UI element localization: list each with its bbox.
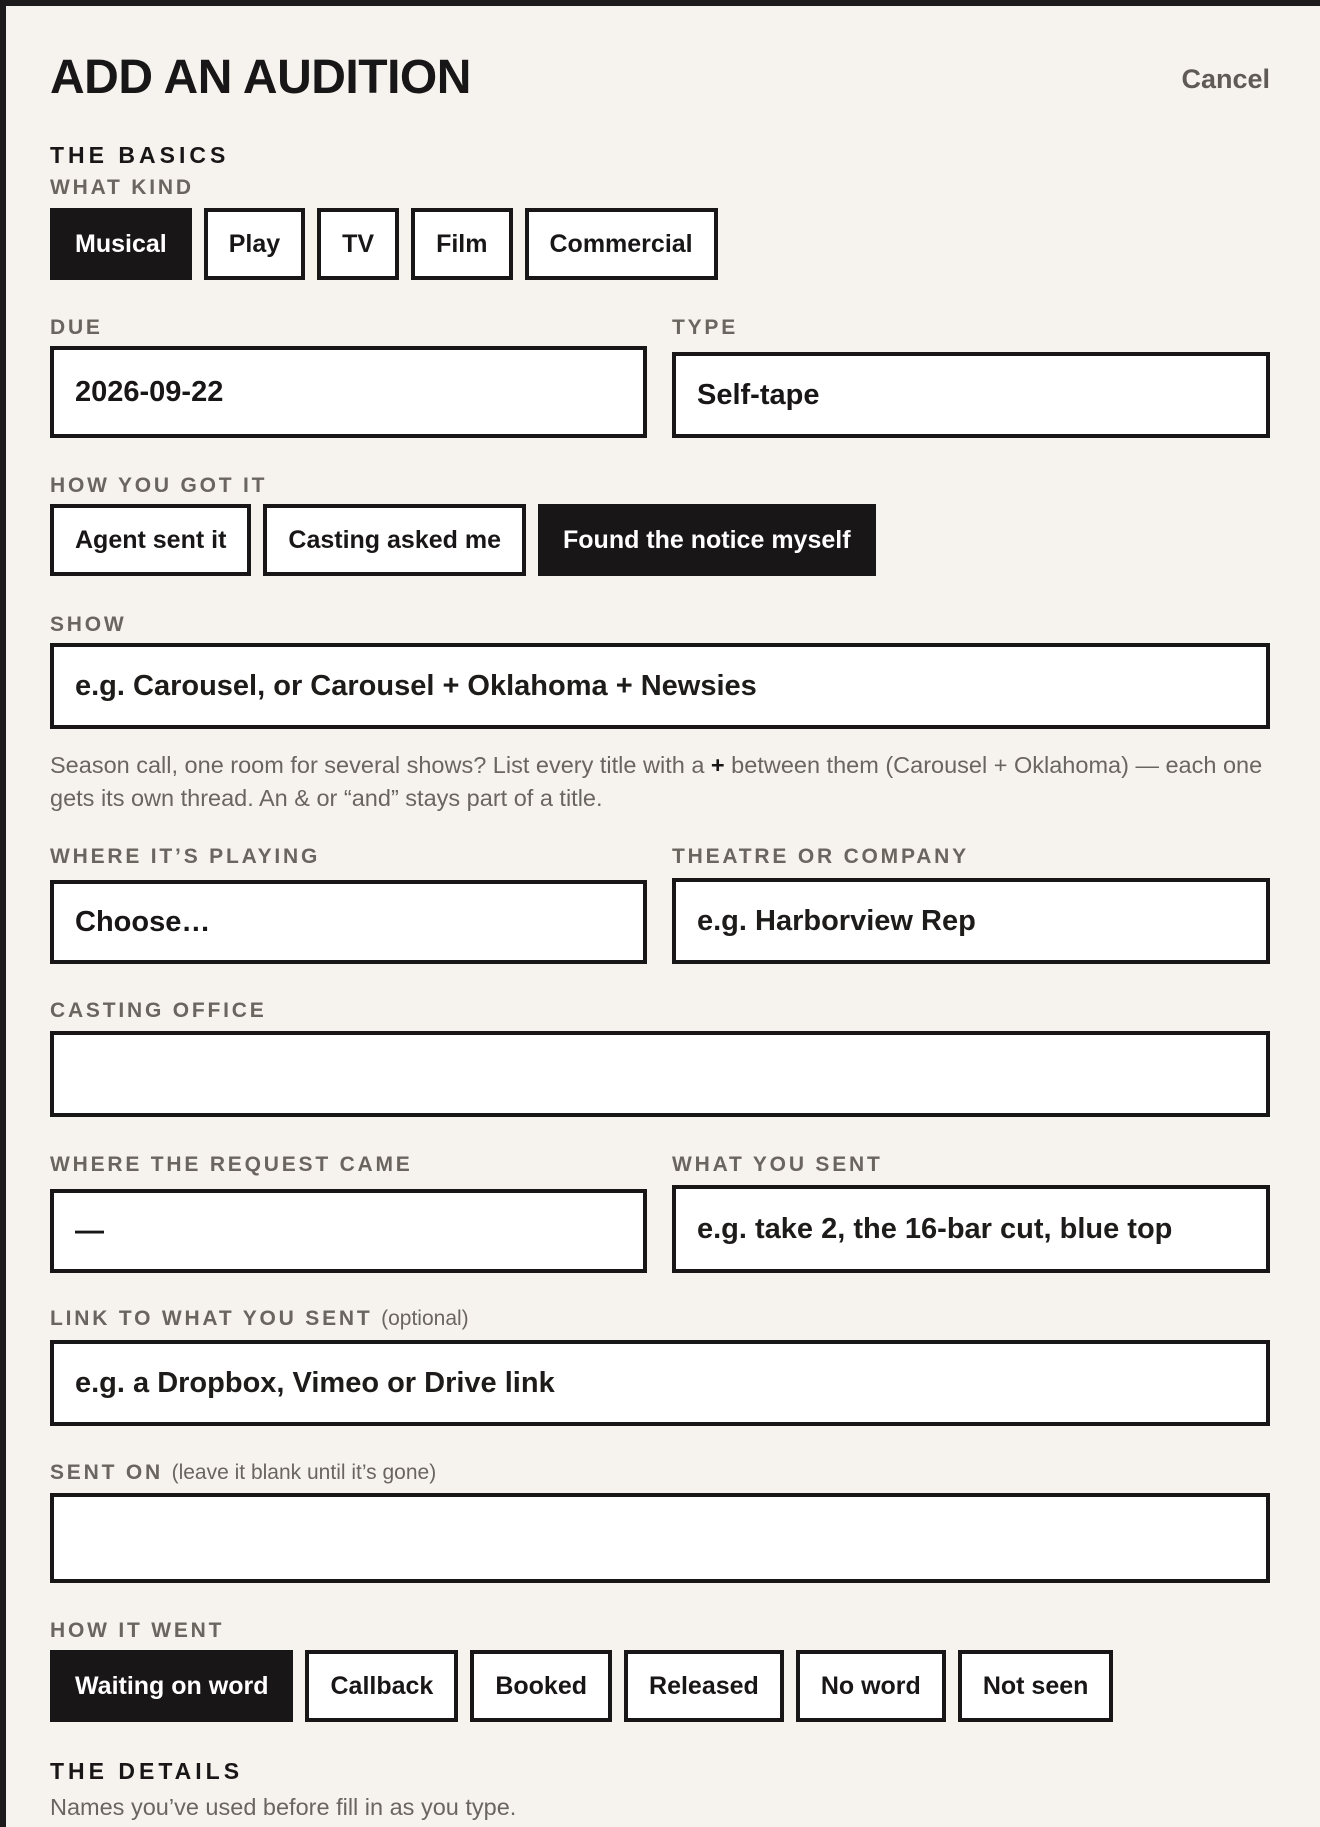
section-title-basics: THE BASICS xyxy=(50,142,230,168)
status-chip-released[interactable]: Released xyxy=(624,1650,784,1722)
status-chip-not-seen[interactable]: Not seen xyxy=(958,1650,1114,1722)
source-chip-found-myself[interactable]: Found the notice myself xyxy=(538,504,876,576)
what-kind-chips xyxy=(50,208,718,280)
casting-office-input[interactable] xyxy=(50,1031,1270,1117)
show-label: SHOW xyxy=(50,613,127,636)
casting-office-label: CASTING OFFICE xyxy=(50,999,267,1022)
theatre-input[interactable]: e.g. Harborview Rep xyxy=(672,878,1270,964)
where-playing-label: WHERE IT’S PLAYING xyxy=(50,845,321,868)
status-chip-no-word[interactable]: No word xyxy=(796,1650,946,1722)
how-you-got-it-label: HOW YOU GOT IT xyxy=(50,474,268,497)
status-chip-booked[interactable]: Booked xyxy=(470,1650,612,1722)
show-hint: Season call, one room for several shows? List every title with a + between them (Carousel + Oklahoma) — each one gets its own thread. An & or “and” stays part of a title. xyxy=(50,752,1263,811)
status-chip-callback[interactable]: Callback xyxy=(305,1650,458,1722)
link-label: LINK TO WHAT YOU SENT (optional) xyxy=(50,1307,469,1330)
add-audition-sheet xyxy=(6,6,1320,1827)
section-title-details: THE DETAILS xyxy=(50,1758,244,1784)
due-date-field[interactable]: 2026-09-22 xyxy=(50,346,647,438)
request-came-select[interactable]: — xyxy=(50,1189,647,1273)
page-title: ADD AN AUDITION xyxy=(50,51,471,104)
source-chip-agent[interactable]: Agent sent it xyxy=(50,504,251,576)
kind-chip-musical[interactable]: Musical xyxy=(50,208,192,280)
what-sent-label: WHAT YOU SENT xyxy=(672,1153,883,1176)
how-you-got-it-chips xyxy=(50,504,876,576)
details-hint: Names you’ve used before fill in as you type. xyxy=(50,1794,517,1820)
due-label: DUE xyxy=(50,316,103,339)
status-chip-waiting[interactable]: Waiting on word xyxy=(50,1650,293,1722)
kind-chip-commercial[interactable]: Commercial xyxy=(525,208,718,280)
how-it-went-chips xyxy=(50,1650,1113,1722)
type-select[interactable]: Self-tape xyxy=(672,352,1270,438)
type-label: TYPE xyxy=(672,316,739,339)
cancel-button[interactable]: Cancel xyxy=(1181,64,1270,94)
show-input[interactable]: e.g. Carousel, or Carousel + Oklahoma + Newsies xyxy=(50,643,1270,729)
request-came-label: WHERE THE REQUEST CAME xyxy=(50,1153,413,1176)
what-kind-label: WHAT KIND xyxy=(50,176,194,199)
kind-chip-tv[interactable]: TV xyxy=(317,208,399,280)
where-playing-select[interactable]: Choose… xyxy=(50,880,647,964)
kind-chip-film[interactable]: Film xyxy=(411,208,512,280)
what-sent-input[interactable]: e.g. take 2, the 16-bar cut, blue top xyxy=(672,1185,1270,1273)
kind-chip-play[interactable]: Play xyxy=(204,208,305,280)
theatre-label: THEATRE OR COMPANY xyxy=(672,845,969,868)
how-it-went-label: HOW IT WENT xyxy=(50,1619,225,1642)
link-input[interactable]: e.g. a Dropbox, Vimeo or Drive link xyxy=(50,1340,1270,1426)
sent-on-label: SENT ON (leave it blank until it’s gone) xyxy=(50,1461,437,1484)
sent-on-date-field[interactable] xyxy=(50,1493,1270,1583)
source-chip-casting[interactable]: Casting asked me xyxy=(263,504,526,576)
